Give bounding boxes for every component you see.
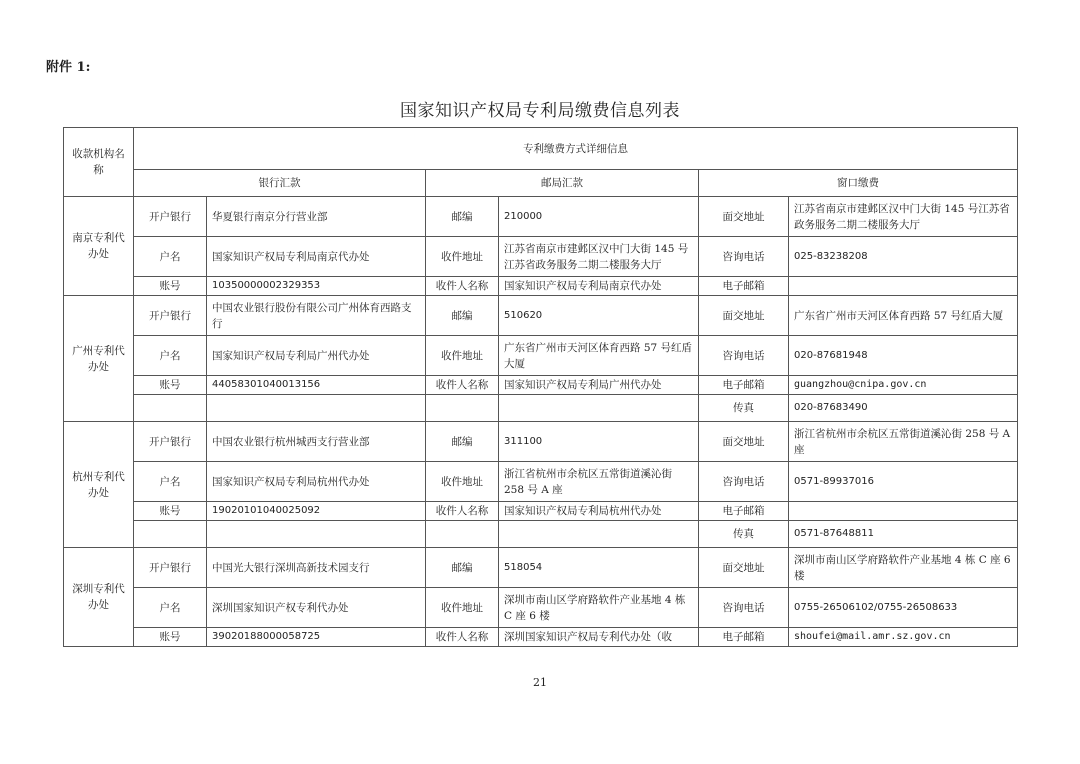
receive-address-value: 浙江省杭州市余杭区五常街道溪沁街 258 号 A 座	[499, 462, 699, 502]
postcode-label: 邮编	[426, 422, 499, 462]
org-column-header: 收款机构名称	[64, 128, 134, 197]
table-row	[64, 376, 1018, 395]
empty-cell	[426, 395, 499, 422]
account-no-label: 账号	[134, 277, 207, 296]
office-name: 杭州专利代办处	[64, 422, 134, 548]
table-row	[64, 422, 1018, 462]
table-subheader-row	[64, 170, 1018, 197]
empty-cell	[207, 521, 426, 548]
receive-address-value: 深圳市南山区学府路软件产业基地 4 栋 C 座 6 楼	[499, 588, 699, 628]
account-no-value: 10350000002329353	[207, 277, 426, 296]
fax-label: 传真	[699, 521, 789, 548]
table-row	[64, 237, 1018, 277]
email-value: shoufei@mail.amr.sz.gov.cn	[789, 628, 1018, 647]
account-name-value: 深圳国家知识产权专利代办处	[207, 588, 426, 628]
receive-address-label: 收件地址	[426, 237, 499, 277]
phone-label: 咨询电话	[699, 462, 789, 502]
receive-address-value: 江苏省南京市建邺区汉中门大街 145 号江苏省政务服务二期二楼服务大厅	[499, 237, 699, 277]
table-row	[64, 277, 1018, 296]
email-label: 电子邮箱	[699, 502, 789, 521]
recipient-value: 国家知识产权局专利局广州代办处	[499, 376, 699, 395]
account-name-value: 国家知识产权局专利局广州代办处	[207, 336, 426, 376]
table-row	[64, 521, 1018, 548]
empty-cell	[426, 521, 499, 548]
window-address-label: 面交地址	[699, 548, 789, 588]
account-name-label: 户名	[134, 462, 207, 502]
empty-cell	[499, 521, 699, 548]
recipient-value: 国家知识产权局专利局杭州代办处	[499, 502, 699, 521]
receive-address-value: 广东省广州市天河区体育西路 57 号红盾大厦	[499, 336, 699, 376]
postcode-label: 邮编	[426, 296, 499, 336]
table-row	[64, 197, 1018, 237]
bank-name-label: 开户银行	[134, 422, 207, 462]
postcode-value: 510620	[499, 296, 699, 336]
table-row	[64, 462, 1018, 502]
recipient-label: 收件人名称	[426, 628, 499, 647]
window-address-label: 面交地址	[699, 197, 789, 237]
office-name: 广州专利代办处	[64, 296, 134, 422]
post-transfer-header: 邮局汇款	[426, 170, 699, 197]
postcode-value: 518054	[499, 548, 699, 588]
empty-cell	[499, 395, 699, 422]
bank-name-label: 开户银行	[134, 197, 207, 237]
empty-cell	[134, 521, 207, 548]
window-address-value: 江苏省南京市建邺区汉中门大街 145 号江苏省政务服务二期二楼服务大厅	[789, 197, 1018, 237]
table-row	[64, 336, 1018, 376]
bank-name-value: 中国农业银行杭州城西支行营业部	[207, 422, 426, 462]
account-no-value: 44058301040013156	[207, 376, 426, 395]
bank-name-value: 华夏银行南京分行营业部	[207, 197, 426, 237]
account-no-label: 账号	[134, 502, 207, 521]
office-name: 深圳专利代办处	[64, 548, 134, 647]
account-name-label: 户名	[134, 336, 207, 376]
postcode-value: 311100	[499, 422, 699, 462]
email-label: 电子邮箱	[699, 376, 789, 395]
phone-label: 咨询电话	[699, 588, 789, 628]
account-name-value: 国家知识产权局专利局杭州代办处	[207, 462, 426, 502]
page-number: 21	[533, 676, 547, 689]
account-name-label: 户名	[134, 237, 207, 277]
recipient-label: 收件人名称	[426, 376, 499, 395]
postcode-label: 邮编	[426, 548, 499, 588]
office-name: 南京专利代办处	[64, 197, 134, 296]
postcode-label: 邮编	[426, 197, 499, 237]
recipient-label: 收件人名称	[426, 277, 499, 296]
receive-address-label: 收件地址	[426, 336, 499, 376]
fax-label: 传真	[699, 395, 789, 422]
email-label: 电子邮箱	[699, 277, 789, 296]
recipient-value: 深圳国家知识产权局专利代办处（收	[499, 628, 699, 647]
table-header-row	[64, 128, 1018, 170]
phone-label: 咨询电话	[699, 336, 789, 376]
window-payment-header: 窗口缴费	[699, 170, 1018, 197]
phone-value: 0755-26506102/0755-26508633	[789, 588, 1018, 628]
phone-value: 025-83238208	[789, 237, 1018, 277]
phone-value: 020-87681948	[789, 336, 1018, 376]
bank-name-label: 开户银行	[134, 548, 207, 588]
empty-cell	[134, 395, 207, 422]
phone-value: 0571-89937016	[789, 462, 1018, 502]
email-value	[789, 502, 1018, 521]
account-name-label: 户名	[134, 588, 207, 628]
bank-transfer-header: 银行汇款	[134, 170, 426, 197]
account-no-value: 19020101040025092	[207, 502, 426, 521]
postcode-value: 210000	[499, 197, 699, 237]
bank-name-value: 中国光大银行深圳高新技术园支行	[207, 548, 426, 588]
receive-address-label: 收件地址	[426, 588, 499, 628]
account-name-value: 国家知识产权局专利局南京代办处	[207, 237, 426, 277]
bank-name-label: 开户银行	[134, 296, 207, 336]
detail-header: 专利缴费方式详细信息	[134, 128, 1018, 170]
table-row	[64, 296, 1018, 336]
window-address-value: 深圳市南山区学府路软件产业基地 4 栋 C 座 6 楼	[789, 548, 1018, 588]
fax-value: 0571-87648811	[789, 521, 1018, 548]
account-no-label: 账号	[134, 376, 207, 395]
table-row	[64, 395, 1018, 422]
window-address-value: 浙江省杭州市余杭区五常街道溪沁街 258 号 A 座	[789, 422, 1018, 462]
receive-address-label: 收件地址	[426, 462, 499, 502]
fax-value: 020-87683490	[789, 395, 1018, 422]
window-address-value: 广东省广州市天河区体育西路 57 号红盾大厦	[789, 296, 1018, 336]
recipient-label: 收件人名称	[426, 502, 499, 521]
account-no-value: 39020188000058725	[207, 628, 426, 647]
table-row	[64, 588, 1018, 628]
phone-label: 咨询电话	[699, 237, 789, 277]
account-no-label: 账号	[134, 628, 207, 647]
email-value: guangzhou@cnipa.gov.cn	[789, 376, 1018, 395]
window-address-label: 面交地址	[699, 296, 789, 336]
empty-cell	[207, 395, 426, 422]
table-row	[64, 502, 1018, 521]
fee-info-table	[63, 127, 1018, 647]
bank-name-value: 中国农业银行股份有限公司广州体育西路支行	[207, 296, 426, 336]
recipient-value: 国家知识产权局专利局南京代办处	[499, 277, 699, 296]
attachment-label: 附件 1:	[46, 60, 91, 75]
window-address-label: 面交地址	[699, 422, 789, 462]
document-title: 国家知识产权局专利局缴费信息列表	[400, 101, 680, 121]
table-row	[64, 628, 1018, 647]
table-row	[64, 548, 1018, 588]
email-label: 电子邮箱	[699, 628, 789, 647]
email-value	[789, 277, 1018, 296]
